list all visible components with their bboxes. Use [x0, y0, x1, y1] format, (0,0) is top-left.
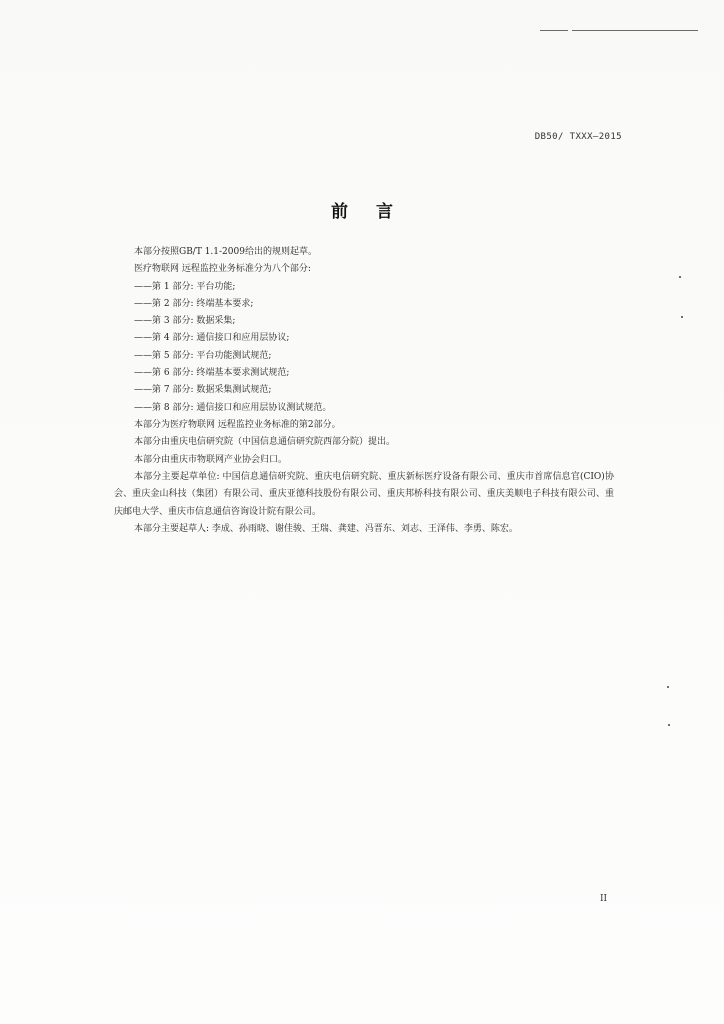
standard-code: DB50/ TXXX—2015 — [534, 132, 622, 142]
part-list-item: ——第 3 部分: 数据采集; — [134, 316, 236, 327]
drafting-units-paragraph: 本部分主要起草单位: 中国信息通信研究院、重庆电信研究院、重庆新标医疗设备有限公司、重庆市首席信息官(CIO)协会、重庆金山科技（集团）有限公司、重庆亚德科技股份有限公司、重庆邦桥科技有限公司、重庆美顺电子科技有限公司、重庆邮电大学、重庆市信息通信咨询设计院有限公司。 — [114, 471, 614, 517]
part-list-item: ——第 4 部分: 通信接口和应用层协议; — [134, 333, 290, 344]
scan-artifact-line — [540, 30, 568, 31]
scan-speck — [667, 686, 669, 688]
part-list-item: ——第 2 部分: 终端基本要求; — [134, 298, 254, 309]
foreword-line: 医疗物联网 远程监控业务标准分为八个部分: — [134, 264, 311, 275]
page-number: II — [600, 894, 608, 904]
title-char: 言 — [376, 202, 393, 222]
foreword-line: 本部分由重庆电信研究院（中国信息通信研究院西部分院）提出。 — [134, 437, 396, 448]
part-list-item: ——第 1 部分: 平台功能; — [134, 281, 236, 292]
title-char: 前 — [331, 202, 348, 222]
scan-speck — [679, 276, 681, 278]
scan-artifact-line — [572, 30, 698, 31]
part-list-item: ——第 5 部分: 平台功能测试规范; — [134, 350, 272, 361]
foreword-line: 本部分为医疗物联网 远程监控业务标准的第2部分。 — [134, 419, 341, 430]
part-list-item: ——第 8 部分: 通信接口和应用层协议测试规范。 — [134, 402, 332, 413]
part-list-item: ——第 7 部分: 数据采集测试规范; — [134, 385, 272, 396]
part-list-item: ——第 6 部分: 终端基本要求测试规范; — [134, 368, 290, 379]
scan-speck — [681, 316, 683, 318]
drafters-line: 本部分主要起草人: 李成、孙雨晓、谢佳骏、王瑞、龚建、冯晋东、刘志、王泽伟、李勇、陈宏。 — [134, 524, 518, 535]
foreword-line: 本部分由重庆市物联网产业协会归口。 — [134, 454, 288, 465]
foreword-body — [114, 244, 614, 539]
scan-speck — [668, 724, 670, 726]
page-title — [0, 197, 724, 222]
foreword-line: 本部分按照GB/T 1.1-2009给出的规则起草。 — [134, 247, 317, 257]
